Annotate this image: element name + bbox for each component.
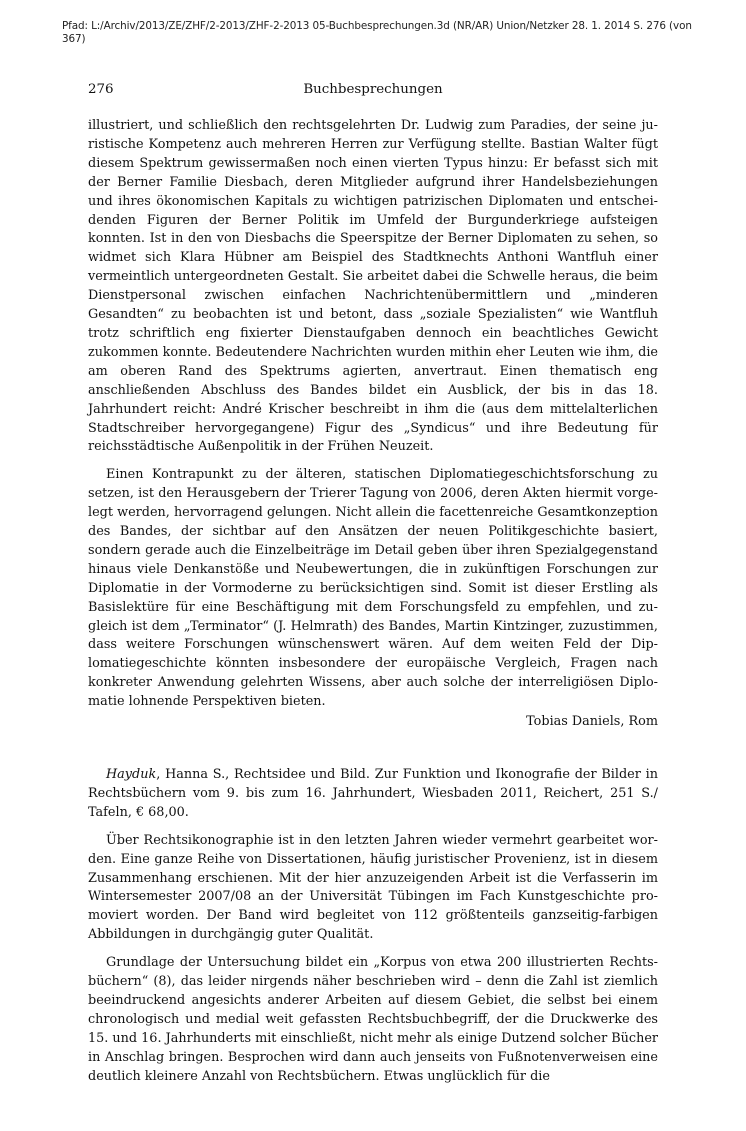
print-slug-line-2: 367) bbox=[62, 33, 86, 45]
print-slug bbox=[62, 20, 712, 46]
citation-author: Hayduk bbox=[106, 767, 157, 782]
review1-paragraph-2: Einen Kontrapunkt zu der älteren, statischen Diplomatiegeschichtsforschung zu setzen, ist den Herausgebern der Trierer Tagung von 2006, deren Akten hiermit vorgelegt werden, hervorragend gelungen. Nicht allein die facettenreiche Gesamtkonzeption des Bandes, der sichtbar auf den Ansätzen der neuen Politikgeschichte basiert, sondern gerade auch die Einzelbeiträge im Detail geben über ihren Spezialgegenstand hinaus viele Denkanstöße und Neubewertungen, die in zukünftigen Forschungen zur Diplomatie in der Vormoderne zu berücksichtigen sind. Somit ist dieser Erstling als Basislektüre für eine Beschäftigung mit dem Forschungsfeld zu empfehlen, und zugleich ist dem „Terminator“ (J. Helmrath) des Bandes, Martin Kintzinger, zuzustimmen, dass weitere Forschungen wünschenswert wären. Auf dem weiten Feld der Diplomatiegeschichte könnten insbesondere der europäische Vergleich, Fragen nach konkreter Anwendung gelehrten Wissens, aber auch solche der interreligiösen Diplomatie lohnende Perspektiven bieten. bbox=[88, 467, 658, 710]
review2-paragraph-1: Über Rechtsikonographie ist in den letzten Jahren wieder vermehrt gearbeitet worden. Eine ganze Reihe von Dissertationen, häufig juristischer Provenienz, ist in diesem Zusammenhang erschienen. Mit der hier anzuzeigenden Arbeit ist die Verfasserin im Wintersemester 2007/08 an der Universität Tübingen im Fach Kunstgeschichte promoviert worden. Der Band wird begleitet von 112 größtenteils ganzseitig-farbigen Abbildungen in durchgängig guter Qualität. bbox=[88, 832, 658, 943]
reviewer-signature: Tobias Daniels, Rom bbox=[526, 714, 658, 730]
review1-paragraph-1: illustriert, und schließlich den rechtsgelehrten Dr. Ludwig zum Paradies, der seine juristische Kompetenz auch mehreren Herren zur Verfügung stellte. Bastian Walter fügt diesem Spektrum gewissermaßen noch einen vierten Typus hinzu: Er befasst sich mit der Berner Familie Diesbach, deren Mitglieder aufgrund ihrer Handelsbeziehungen und ihres ökonomischen Kapitals zu wichtigen patrizischen Diplomaten und entscheidenden Figuren der Berner Politik im Umfeld der Burgunderkriege aufsteigen konnten. Ist in den von Diesbachs die Speerspitze der Berner Diplomaten zu sehen, so widmet sich Klara Hübner am Beispiel des Stadtknechts Anthoni Wantfluh einer vermeintlich untergeordneten Gestalt. Sie arbeitet dabei die Schwelle heraus, die beim Dienstpersonal zwischen einfachen Nachrichtenübermittlern und „minderen Gesandten“ zu beobachten ist und betont, dass „soziale Spezialisten“ wie Wantfluh trotz schriftlich eng fixierter Dienstaufgaben dennoch ein beachtliches Gewicht zukommen konnte. Bedeutendere Nachrichten wurden mithin eher Leuten wie ihm, die am oberen Rand des Spektrums agierten, anvertraut. Einen thematisch eng anschließenden Abschluss des Bandes bildet ein Ausblick, der bis in das 18. Jahrhundert reicht: André Krischer beschreibt in ihm die (aus dem mittelalterlichen Stadtschreiber hervorgegangene) Figur des „Syndicus“ und ihre Bedeutung für reichsstädtische Außenpolitik in der Frühen Neuzeit. bbox=[88, 118, 658, 455]
citation-details: , Hanna S., Rechtsidee und Bild. Zur Funktion und Ikonografie der Bilder in Rechtsbüchern vom 9. bis zum 16. Jahrhundert, Wiesbaden 2011, Reichert, 251 S./ Tafeln, € 68,00. bbox=[88, 767, 658, 820]
print-slug-line-1: Pfad: L:/Archiv/2013/ZE/ZHF/2-2013/ZHF-2-2013 05-Buchbesprechungen.3d (NR/AR) Union/Netzker 28. 1. 2014 S. 276 (von bbox=[62, 20, 692, 32]
running-title: Buchbesprechungen bbox=[303, 82, 443, 97]
page-body bbox=[88, 117, 658, 1087]
page-number: 276 bbox=[88, 82, 114, 97]
review2-paragraph-2: Grundlage der Untersuchung bildet ein „Korpus von etwa 200 illustrierten Rechtsbüchern“ (8), das leider nirgends näher beschrieben wird – denn die Zahl ist ziemlich beeindruckend angesichts anderer Arbeiten auf diesem Gebiet, die selbst bei einem chronologisch und medial weit gefassten Rechtsbuchbegriff, der die Druckwerke des 15. und 16. Jahrhunderts mit einschließt, nicht mehr als einige Dutzend solcher Bücher in Anschlag bringen. Besprochen wird dann auch jenseits von Fußnotenverweisen eine deutlich kleinere Anzahl von Rechtsbüchern. Etwas unglücklich für die bbox=[88, 955, 659, 1084]
review2-citation bbox=[88, 766, 658, 823]
